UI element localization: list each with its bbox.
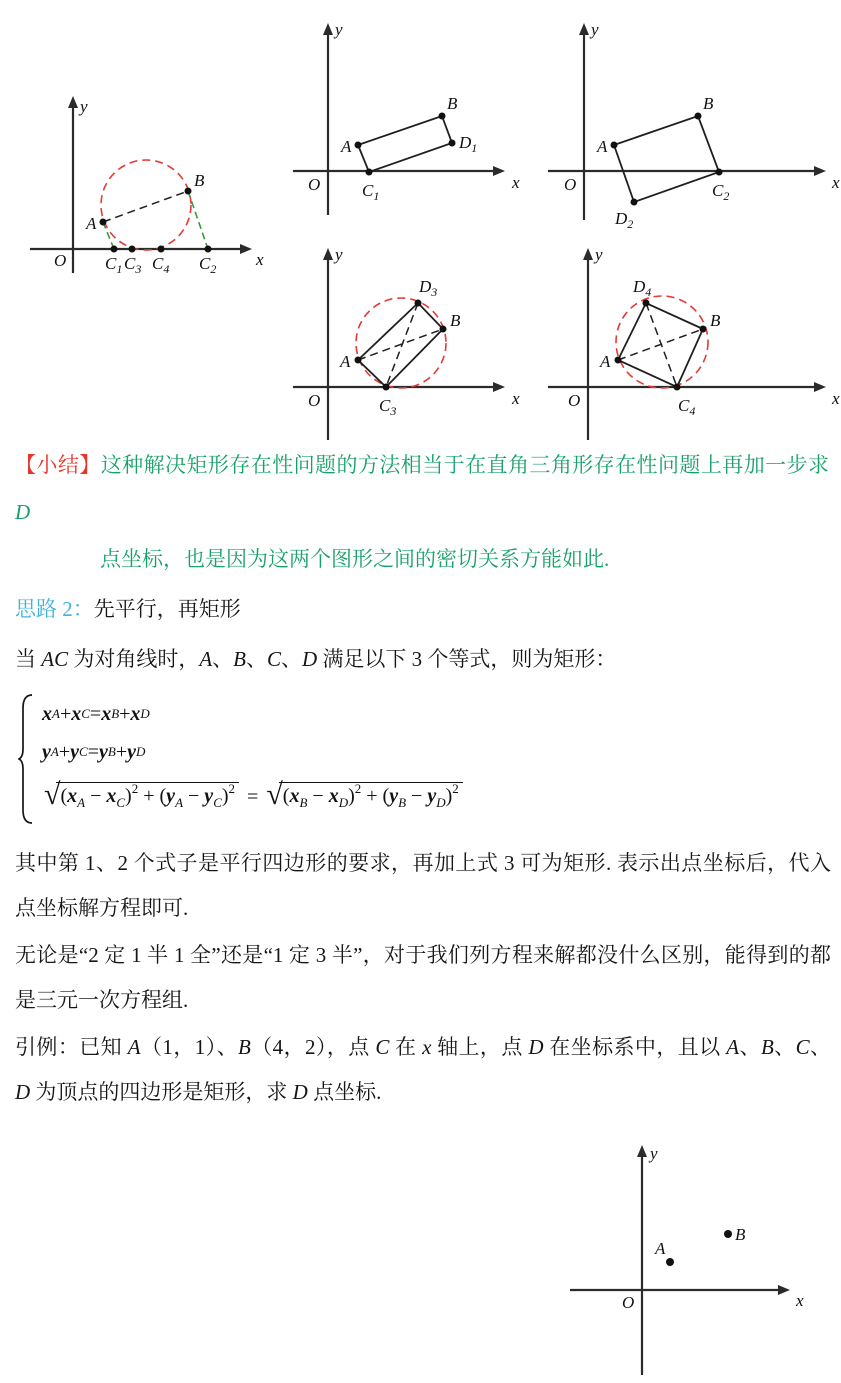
paragraph-1-line-2: 点坐标解方程即可. bbox=[15, 896, 189, 920]
point-c2 bbox=[205, 246, 212, 253]
idea-2-heading bbox=[15, 594, 241, 624]
point-a bbox=[355, 357, 362, 364]
point-c3 bbox=[383, 384, 390, 391]
point-a bbox=[355, 142, 362, 149]
equation-3 bbox=[42, 774, 465, 820]
point-label-c4: $C_4$ bbox=[678, 396, 696, 418]
point-label-d2: $D_2$ bbox=[615, 209, 634, 230]
point-b bbox=[185, 188, 192, 195]
point-label-c4: $C_4$ bbox=[152, 254, 170, 276]
point-d4 bbox=[643, 300, 650, 307]
point-label-b: B bbox=[703, 94, 714, 113]
equals-sign: = bbox=[247, 785, 259, 808]
point-label-c3: $C_3$ bbox=[124, 254, 142, 276]
point-a bbox=[615, 357, 622, 364]
figure-circle-c-candidates bbox=[20, 88, 270, 288]
figure-rectangle-c4-circle bbox=[548, 240, 841, 445]
x-axis-label: x bbox=[832, 173, 840, 192]
point-c3 bbox=[129, 246, 136, 253]
origin-label: O bbox=[622, 1293, 635, 1312]
chord-ab-dashed bbox=[103, 191, 188, 222]
x-axis-arrow-icon bbox=[493, 166, 505, 176]
point-a bbox=[666, 1258, 674, 1266]
x-axis-arrow-icon bbox=[778, 1285, 790, 1295]
point-b bbox=[695, 113, 702, 120]
point-c1 bbox=[111, 246, 118, 253]
x-axis-arrow-icon bbox=[240, 244, 252, 254]
y-axis-label: y bbox=[335, 20, 343, 39]
x-axis-label: x bbox=[796, 1291, 804, 1310]
x-axis-label: x bbox=[256, 250, 264, 269]
y-axis-label: y bbox=[595, 245, 603, 264]
paragraph-2-line-1: 无论是“2 定 1 半 1 全”还是“1 定 3 半”，对于我们列方程来解都没什么区别，能得到的都 bbox=[15, 943, 831, 967]
point-label-b: B bbox=[194, 171, 205, 190]
point-a bbox=[611, 142, 618, 149]
equation-1: x A + x C = x B + x D bbox=[42, 702, 150, 725]
point-label-a: A bbox=[86, 214, 97, 233]
paragraph-1-line-1: 其中第 1、2 个式子是平行四边形的要求，再加上式 3 可为矩形. 表示出点坐标后，代入 bbox=[15, 851, 831, 875]
point-b bbox=[724, 1230, 732, 1238]
paragraph-explain-1 bbox=[15, 841, 831, 931]
diagonal-d3c3-dashed bbox=[386, 303, 418, 387]
figure-rectangle-c3-circle bbox=[293, 240, 528, 445]
summary-line-2: 点坐标，也是因为这两个图形之间的密切关系方能如此. bbox=[100, 547, 610, 571]
origin-label: O bbox=[564, 175, 577, 194]
point-label-c3: $C_3$ bbox=[379, 396, 397, 418]
point-a bbox=[100, 219, 107, 226]
point-c4 bbox=[674, 384, 681, 391]
paragraph-3-line-2: D 为顶点的四边形是矩形，求 D 点坐标. bbox=[15, 1080, 382, 1104]
summary-tag: 【小结】 bbox=[15, 453, 101, 477]
point-d3 bbox=[415, 300, 422, 307]
x-axis-arrow-icon bbox=[493, 382, 505, 392]
summary-note bbox=[15, 442, 829, 583]
condition-intro: 当 AC 为对角线时，A、B、C、D 满足以下 3 个等式，则为矩形： bbox=[15, 647, 617, 671]
point-label-a: A bbox=[600, 352, 611, 371]
point-c1 bbox=[366, 169, 373, 176]
origin-label: O bbox=[308, 391, 321, 410]
figure-rectangle-c2 bbox=[548, 15, 841, 230]
summary-text-1: 这种解决矩形存在性问题的方法相当于在直角三角形存在性问题上再加一步求 D bbox=[15, 453, 830, 524]
point-label-d1: $D_1$ bbox=[459, 133, 478, 155]
y-axis-label: y bbox=[591, 20, 599, 39]
y-axis-label: y bbox=[650, 1144, 658, 1163]
equation-lines bbox=[42, 698, 465, 820]
point-label-b: B bbox=[450, 311, 461, 330]
point-label-a: A bbox=[597, 137, 608, 156]
equation-2: y A + y C = y B + y D bbox=[42, 740, 146, 763]
point-label-b: B bbox=[735, 1225, 746, 1244]
figure-rectangle-c1 bbox=[293, 15, 528, 220]
point-label-a: A bbox=[341, 137, 352, 156]
figure-example-axes bbox=[558, 1135, 808, 1383]
paragraph-3-line-1: 引例：已知 A（1，1）、B（4，2），点 C 在 x 轴上，点 D 在坐标系中，且以 A、B、C、 bbox=[15, 1035, 832, 1059]
point-b bbox=[439, 113, 446, 120]
point-label-d4: $D_4$ bbox=[633, 277, 652, 299]
point-c2 bbox=[716, 169, 723, 176]
paragraph-example bbox=[15, 1025, 831, 1115]
x-axis-label: x bbox=[832, 389, 840, 408]
summary-line-1 bbox=[15, 442, 829, 536]
point-label-b: B bbox=[447, 94, 458, 113]
point-b bbox=[700, 326, 707, 333]
point-c4 bbox=[158, 246, 165, 253]
point-d2 bbox=[631, 199, 638, 206]
y-axis-arrow-icon bbox=[579, 23, 589, 35]
rectangle-abc2d2 bbox=[614, 116, 719, 202]
point-label-c2: $C_2$ bbox=[712, 181, 730, 203]
origin-label: O bbox=[54, 251, 67, 270]
point-label-d3: $D_3$ bbox=[419, 277, 438, 299]
x-axis-label: x bbox=[512, 389, 520, 408]
y-axis-arrow-icon bbox=[583, 248, 593, 260]
radical-sign: √ bbox=[266, 778, 283, 811]
y-axis-arrow-icon bbox=[323, 248, 333, 260]
point-d1 bbox=[449, 140, 456, 147]
point-label-c1: $C_1$ bbox=[105, 254, 123, 276]
equation-system bbox=[18, 693, 465, 825]
point-label-a: A bbox=[655, 1239, 666, 1258]
locus-circle bbox=[101, 160, 191, 250]
y-axis-label: y bbox=[335, 245, 343, 264]
paragraph-explain-2 bbox=[15, 933, 831, 1023]
point-label-c2: $C_2$ bbox=[199, 254, 217, 276]
point-label-b: B bbox=[710, 311, 721, 330]
y-axis-arrow-icon bbox=[323, 23, 333, 35]
y-axis-label: y bbox=[80, 97, 88, 116]
paragraph-2-line-2: 是三元一次方程组. bbox=[15, 988, 189, 1012]
rectangle-abd1c1 bbox=[358, 116, 452, 172]
y-axis-arrow-icon bbox=[637, 1145, 647, 1157]
point-label-a: A bbox=[340, 352, 351, 371]
origin-label: O bbox=[568, 391, 581, 410]
x-axis-arrow-icon bbox=[814, 382, 826, 392]
radical-sign: √ bbox=[44, 778, 61, 811]
idea-2-text: 先平行，再矩形 bbox=[93, 597, 241, 621]
point-label-c1: $C_1$ bbox=[362, 181, 380, 203]
idea-2-label: 思路 2： bbox=[15, 597, 94, 621]
y-axis-arrow-icon bbox=[68, 96, 78, 108]
origin-label: O bbox=[308, 175, 321, 194]
point-b bbox=[440, 326, 447, 333]
x-axis-label: x bbox=[512, 173, 520, 192]
x-axis-arrow-icon bbox=[814, 166, 826, 176]
diagonal-ab-dashed bbox=[358, 329, 443, 360]
sqrt-right: √ $(x_B - x_D)^2 + (y_B - y_D)^2$ bbox=[266, 782, 462, 812]
system-brace-icon bbox=[18, 693, 34, 825]
sqrt-left: √ $(x_A - x_C)^2 + (y_A - y_C)^2$ bbox=[44, 782, 239, 812]
circumcircle bbox=[356, 298, 446, 388]
